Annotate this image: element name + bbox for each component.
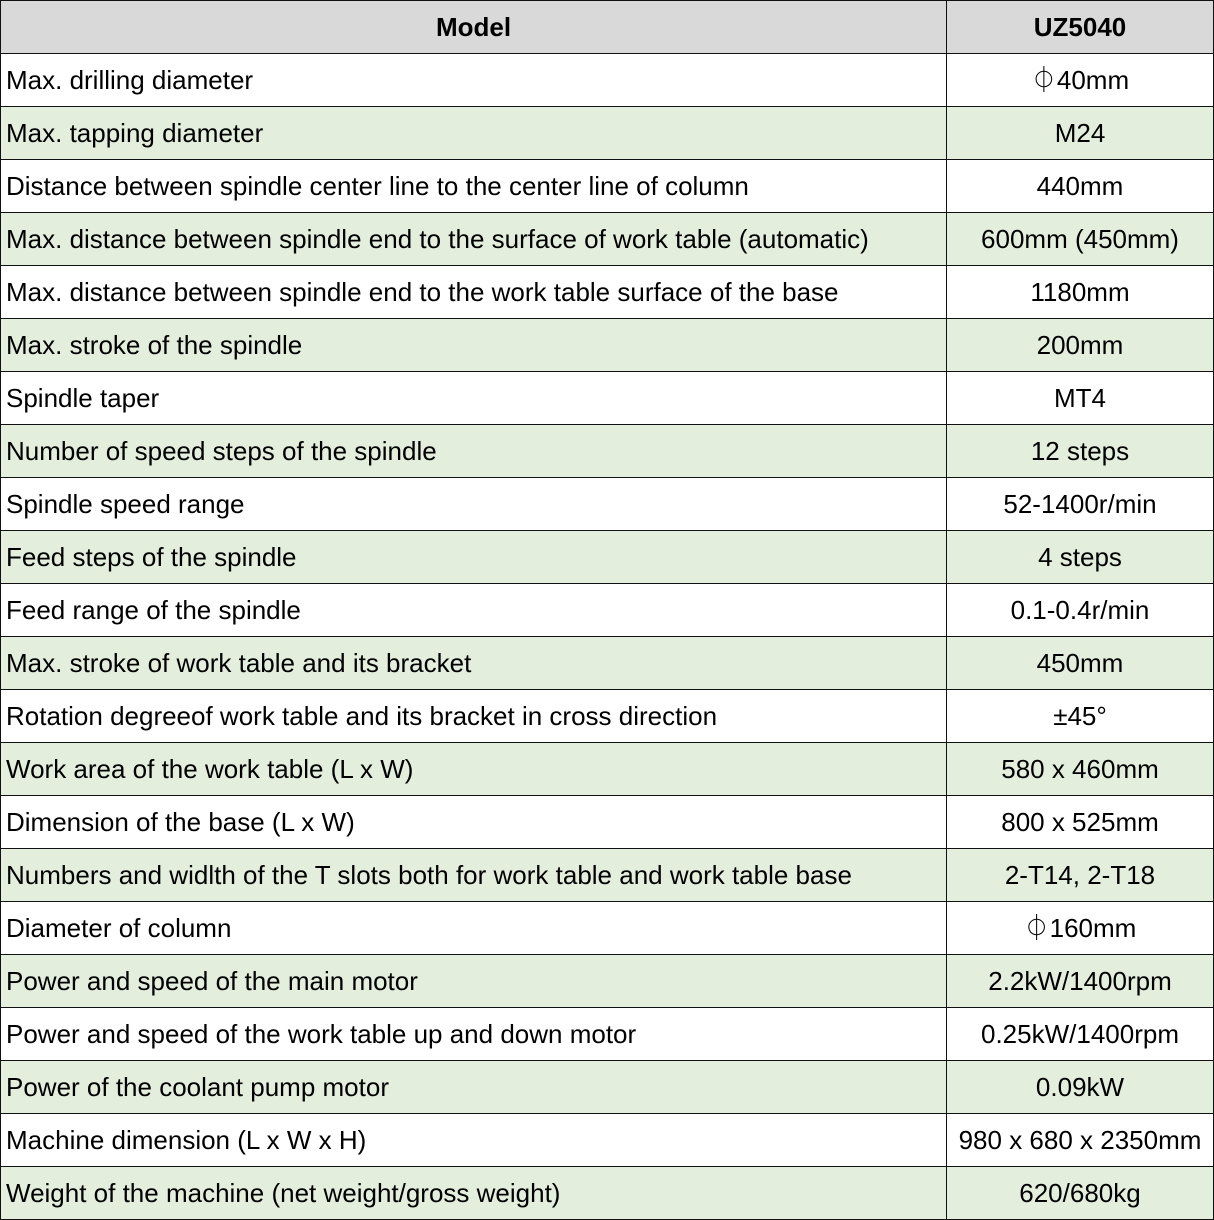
row-label: Rotation degreeof work table and its bracket in cross direction bbox=[1, 690, 947, 743]
table-row bbox=[1, 743, 1214, 796]
table-row bbox=[1, 849, 1214, 902]
table-row bbox=[1, 637, 1214, 690]
row-value: 0.09kW bbox=[947, 1061, 1214, 1114]
row-value: 800 x 525mm bbox=[947, 796, 1214, 849]
row-value: ⏀40mm bbox=[947, 54, 1214, 107]
table-row bbox=[1, 319, 1214, 372]
table-row bbox=[1, 902, 1214, 955]
row-label: Power of the coolant pump motor bbox=[1, 1061, 947, 1114]
row-value: 980 x 680 x 2350mm bbox=[947, 1114, 1214, 1167]
table-row bbox=[1, 266, 1214, 319]
row-label: Spindle taper bbox=[1, 372, 947, 425]
row-value: 600mm (450mm) bbox=[947, 213, 1214, 266]
row-label: Power and speed of the work table up and down motor bbox=[1, 1008, 947, 1061]
row-label: Max. stroke of the spindle bbox=[1, 319, 947, 372]
table-row bbox=[1, 1061, 1214, 1114]
table-row bbox=[1, 531, 1214, 584]
row-label: Power and speed of the main motor bbox=[1, 955, 947, 1008]
row-label: Max. distance between spindle end to the surface of work table (automatic) bbox=[1, 213, 947, 266]
row-label: Feed steps of the spindle bbox=[1, 531, 947, 584]
table-row bbox=[1, 1167, 1214, 1220]
row-value: 52-1400r/min bbox=[947, 478, 1214, 531]
table-row bbox=[1, 478, 1214, 531]
row-value: 4 steps bbox=[947, 531, 1214, 584]
row-label: Work area of the work table (L x W) bbox=[1, 743, 947, 796]
row-value: ⏀160mm bbox=[947, 902, 1214, 955]
table-row bbox=[1, 1114, 1214, 1167]
row-label: Max. stroke of work table and its bracket bbox=[1, 637, 947, 690]
table-row bbox=[1, 107, 1214, 160]
header-model-name: UZ5040 bbox=[947, 1, 1214, 54]
row-value: 2-T14, 2-T18 bbox=[947, 849, 1214, 902]
table-row bbox=[1, 213, 1214, 266]
row-value: 1180mm bbox=[947, 266, 1214, 319]
table-row bbox=[1, 372, 1214, 425]
row-value: 580 x 460mm bbox=[947, 743, 1214, 796]
table-row bbox=[1, 796, 1214, 849]
row-value: 200mm bbox=[947, 319, 1214, 372]
row-label: Max. distance between spindle end to the work table surface of the base bbox=[1, 266, 947, 319]
row-label: Numbers and widlth of the T slots both for work table and work table base bbox=[1, 849, 947, 902]
row-value: 620/680kg bbox=[947, 1167, 1214, 1220]
row-value: 2.2kW/1400rpm bbox=[947, 955, 1214, 1008]
table-row bbox=[1, 54, 1214, 107]
row-value: MT4 bbox=[947, 372, 1214, 425]
row-value: M24 bbox=[947, 107, 1214, 160]
row-label: Dimension of the base (L x W) bbox=[1, 796, 947, 849]
row-value: 450mm bbox=[947, 637, 1214, 690]
row-label: Weight of the machine (net weight/gross weight) bbox=[1, 1167, 947, 1220]
table-row bbox=[1, 584, 1214, 637]
row-label: Max. drilling diameter bbox=[1, 54, 947, 107]
row-value: 440mm bbox=[947, 160, 1214, 213]
row-label: Feed range of the spindle bbox=[1, 584, 947, 637]
table-row bbox=[1, 955, 1214, 1008]
row-value: 12 steps bbox=[947, 425, 1214, 478]
table-row bbox=[1, 425, 1214, 478]
header-model: Model bbox=[1, 1, 947, 54]
spec-rows bbox=[1, 54, 1214, 1220]
row-label: Number of speed steps of the spindle bbox=[1, 425, 947, 478]
row-label: Spindle speed range bbox=[1, 478, 947, 531]
row-value: ±45° bbox=[947, 690, 1214, 743]
table-row bbox=[1, 160, 1214, 213]
table-row bbox=[1, 1008, 1214, 1061]
row-value: 0.1-0.4r/min bbox=[947, 584, 1214, 637]
row-label: Diameter of column bbox=[1, 902, 947, 955]
row-label: Machine dimension (L x W x H) bbox=[1, 1114, 947, 1167]
header-row bbox=[1, 1, 1214, 54]
row-value: 0.25kW/1400rpm bbox=[947, 1008, 1214, 1061]
row-label: Distance between spindle center line to the center line of column bbox=[1, 160, 947, 213]
row-label: Max. tapping diameter bbox=[1, 107, 947, 160]
table-row bbox=[1, 690, 1214, 743]
